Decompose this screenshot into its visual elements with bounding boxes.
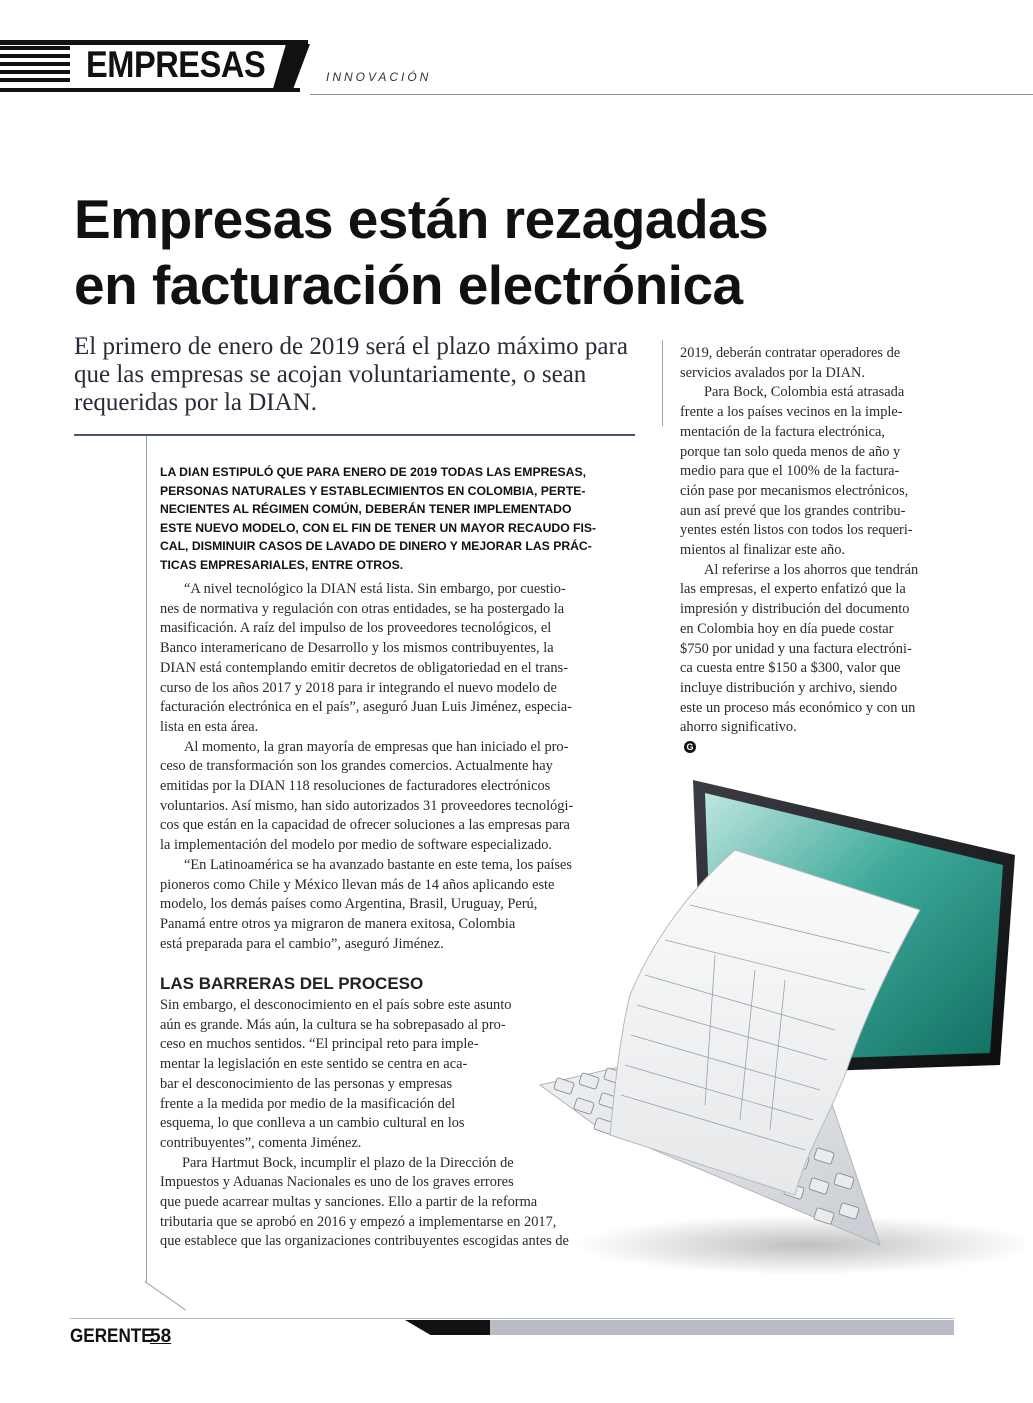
body-line: mientos al finalizar este año.	[680, 542, 846, 559]
body-line: frente a la medida por medio de la masificación del	[160, 1095, 456, 1112]
body-line: voluntarios. Así mismo, han sido autorizados 31 proveedores tecnológi-	[160, 797, 574, 814]
body-line: Impuestos y Aduanas Nacionales es uno de los graves errores	[160, 1174, 514, 1191]
body-line: la implementación del modelo por medio de software especializado.	[160, 837, 553, 854]
body-line: que establece que las organizaciones contribuyentes escogidas antes de	[160, 1233, 569, 1250]
subhead: LAS BARRERAS DEL PROCESO	[160, 974, 424, 993]
body-line: que puede acarrear multas y sanciones. Ello a partir de la reforma	[160, 1194, 538, 1211]
body-column-right	[680, 344, 918, 758]
lead-line: NECIENTES AL RÉGIMEN COMÚN, DEBERÁN TENER IMPLEMENTADO	[160, 502, 572, 517]
body-line: $750 por unidad y una factura electróni-	[680, 640, 912, 657]
body-line: facturación electrónica en el país”, aseguró Juan Luis Jiménez, especia-	[160, 699, 572, 716]
end-mark-icon: G	[684, 741, 696, 753]
footer-line	[70, 1318, 954, 1319]
body-line: en Colombia hoy en día puede costar	[680, 620, 894, 637]
body-line: yentes estén listos con todos los requeri-	[680, 522, 913, 539]
lead-line: PERSONAS NATURALES Y ESTABLECIMIENTOS EN COLOMBIA, PERTE-	[160, 483, 586, 498]
header-line	[310, 94, 1033, 95]
page-number: 58	[150, 1326, 172, 1347]
lead-paragraph	[160, 463, 596, 575]
footer-brand: GERENTE	[70, 1326, 153, 1347]
section-rule-bottom	[0, 88, 300, 92]
deck-rule	[74, 434, 635, 436]
body-line: esquema, lo que conlleva a un cambio cultural en los	[160, 1115, 465, 1132]
body-line: Panamá entre otros ya migraron de manera exitosa, Colombia	[160, 915, 516, 932]
lead-line: TICAS EMPRESARIALES, ENTRE OTROS.	[160, 557, 404, 572]
body-line: porque tan solo queda menos de año y	[680, 443, 901, 460]
body-line: mentación de la factura electrónica,	[680, 423, 885, 440]
body-line: ción pase por mecanismos electrónicos,	[680, 482, 909, 499]
body-line: “En Latinoamérica se ha avanzado bastante en este tema, los países	[184, 856, 572, 873]
column-divider	[662, 340, 663, 426]
body-line-text: ahorro significativo.	[680, 719, 797, 736]
frame-corner-line	[144, 1281, 186, 1310]
body-line-last	[680, 718, 918, 757]
body-line: frente a los países vecinos en la imple-	[680, 404, 903, 421]
body-line: cos que están en la capacidad de ofrecer soluciones a las empresas para	[160, 817, 570, 834]
body-line: Al referirse a los ahorros que tendrán	[704, 561, 919, 578]
section-label	[0, 40, 310, 92]
headline	[74, 186, 974, 318]
body-line: modelo, los demás países como Argentina, Brasil, Uruguay, Perú,	[160, 896, 538, 913]
body-line: contribuyentes”, comenta Jiménez.	[160, 1134, 362, 1151]
body-line: aun así prevé que los grandes contribu-	[680, 502, 906, 519]
body-line: este un proceso más económico y con un	[680, 699, 916, 716]
headline-line: en facturación electrónica	[74, 254, 743, 316]
body-line: medio para que el 100% de la factura-	[680, 463, 900, 480]
body-line: mentar la legislación en este sentido se centra en aca-	[160, 1056, 468, 1073]
body-line: emitidas por la DIAN 118 resoluciones de facturadores electrónicos	[160, 778, 551, 795]
body-line: Para Bock, Colombia está atrasada	[704, 384, 905, 401]
lead-line: CAL, DISMINUIR CASOS DE LAVADO DE DINERO Y MEJORAR LAS PRÁC-	[160, 539, 592, 554]
body-line: curso de los años 2017 y 2018 para ir integrando el nuevo modelo de	[160, 679, 557, 696]
deck	[74, 333, 654, 417]
deck-line: El primero de enero de 2019 será el plazo máximo para	[74, 333, 628, 360]
body-line: 2019, deberán contratar operadores de	[680, 345, 901, 361]
body-line: nes de normativa y regulación con otras entidades, se ha postergado la	[160, 600, 565, 617]
body-line: ceso de transformación son los grandes comercios. Actualmente hay	[160, 758, 553, 775]
body-line: ca cuesta entre $150 a $300, valor que	[680, 660, 901, 677]
body-line: lista en esta área.	[160, 718, 259, 735]
deck-line: requeridas por la DIAN.	[74, 389, 317, 416]
body-line: Para Hartmut Bock, incumplir el plazo de la Dirección de	[182, 1154, 514, 1171]
body-column-left-continued	[160, 996, 569, 1252]
body-line: bar el desconocimiento de las personas y empresas	[160, 1075, 453, 1092]
body-line: las empresas, el experto enfatizó que la	[680, 581, 906, 598]
section-slash-icon	[268, 40, 310, 92]
body-column-left	[160, 580, 573, 954]
body-line: impresión y distribución del documento	[680, 601, 910, 618]
body-line: Al momento, la gran mayoría de empresas que han iniciado el pro-	[184, 738, 569, 755]
body-line: está preparada para el cambio”, aseguró Jiménez.	[160, 935, 444, 952]
body-line: pioneros como Chile y México llevan más de 14 años aplicando este	[160, 876, 555, 893]
deck-line: que las empresas se acojan voluntariamente, o sean	[74, 361, 587, 388]
body-line: masificación. A raíz del impulso de los proveedores tecnológicos, el	[160, 620, 552, 637]
lead-line: ESTE NUEVO MODELO, CON EL FIN DE TENER UN MAYOR RECAUDO FIS-	[160, 520, 597, 535]
lead-line: LA DIAN ESTIPULÓ QUE PARA ENERO DE 2019 TODAS LAS EMPRESAS,	[160, 465, 586, 479]
body-line: “A nivel tecnológico la DIAN está lista. Sin embargo, por cuestio-	[184, 581, 566, 597]
section-kicker: INNOVACIÓN	[326, 70, 432, 84]
footer-bar-dark	[405, 1320, 490, 1335]
headline-line: Empresas están rezagadas	[74, 188, 769, 250]
body-line: DIAN está contemplando emitir decretos de obligatoriedad en el trans-	[160, 659, 568, 676]
body-line: aún es grande. Más aún, la cultura se ha sobrepasado al pro-	[160, 1016, 506, 1033]
footer-bar-grey	[490, 1320, 954, 1335]
body-line: ceso en muchos sentidos. “El principal reto para imple-	[160, 1036, 479, 1053]
body-line: incluye distribución y archivo, siendo	[680, 679, 898, 696]
body-line: tributaria que se aprobó en 2016 y empezó a implementarse en 2017,	[160, 1213, 557, 1230]
invoice-computer-illustration	[535, 775, 1025, 1285]
body-line: Sin embargo, el desconocimiento en el país sobre este asunto	[160, 997, 512, 1013]
section-name: EMPRESAS	[86, 44, 266, 85]
body-line: servicios avalados por la DIAN.	[680, 364, 866, 381]
frame-left-line	[146, 436, 147, 1282]
body-line: Banco interamericano de Desarrollo y los mismos contribuyentes, la	[160, 640, 554, 657]
